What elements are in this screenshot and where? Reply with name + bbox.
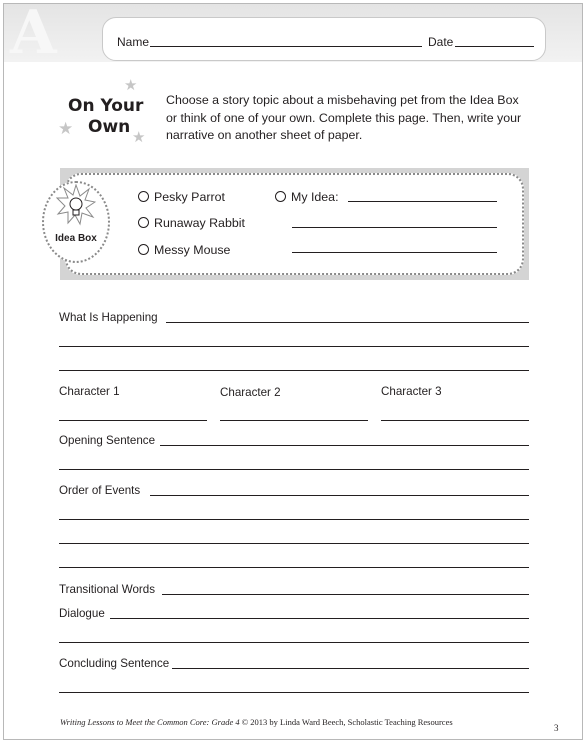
character-2-label: Character 2 <box>220 386 281 399</box>
decorative-letters: A <box>10 0 57 68</box>
what-is-happening-line[interactable] <box>59 370 529 371</box>
name-date-bar <box>102 17 546 61</box>
radio-circle[interactable] <box>275 191 286 202</box>
opening-sentence-line[interactable] <box>160 445 529 446</box>
order-of-events-line[interactable] <box>59 543 529 544</box>
dialogue-line[interactable] <box>110 618 529 619</box>
footer-credit <box>60 717 453 727</box>
option-label: Messy Mouse <box>154 243 231 257</box>
transitional-words-label: Transitional Words <box>59 583 156 596</box>
option-my-idea[interactable] <box>275 190 339 204</box>
option-messy-mouse[interactable] <box>138 243 230 257</box>
option-label: My Idea: <box>291 190 339 204</box>
option-pesky-parrot[interactable] <box>138 190 225 204</box>
star-icon: ★ <box>58 119 74 138</box>
section-title <box>66 96 146 138</box>
my-idea-line[interactable] <box>348 201 497 202</box>
concluding-sentence-line[interactable] <box>59 692 529 693</box>
what-is-happening-line[interactable] <box>166 322 529 323</box>
order-of-events-line[interactable] <box>150 495 529 496</box>
star-icon: ★ <box>132 129 146 146</box>
radio-circle[interactable] <box>138 217 149 228</box>
order-of-events-line[interactable] <box>59 519 529 520</box>
opening-sentence-line[interactable] <box>59 469 529 470</box>
character-1-label: Character 1 <box>59 385 120 398</box>
section-title-line1: On Your <box>68 96 144 116</box>
what-is-happening-line[interactable] <box>59 346 529 347</box>
character-3-label: Character 3 <box>381 385 442 398</box>
order-of-events-line[interactable] <box>59 567 529 568</box>
opening-sentence-label: Opening Sentence <box>59 434 156 447</box>
dialogue-line[interactable] <box>59 642 529 643</box>
lightbulb-icon <box>56 184 96 228</box>
my-idea-line[interactable] <box>292 227 497 228</box>
concluding-sentence-line[interactable] <box>172 668 529 669</box>
what-is-happening-label: What Is Happening <box>59 311 158 324</box>
radio-circle[interactable] <box>138 244 149 255</box>
character-2-line[interactable] <box>220 420 368 421</box>
transitional-words-line[interactable] <box>162 594 529 595</box>
page-number: 3 <box>554 723 559 733</box>
option-label: Runaway Rabbit <box>154 216 245 230</box>
instructions-text: Choose a story topic about a misbehaving pet from the Idea Box or think of one of your own. Complete this page. Then, write your narrative on another sheet of paper. <box>166 93 522 142</box>
character-3-line[interactable] <box>381 420 529 421</box>
dialogue-label: Dialogue <box>59 607 105 620</box>
date-field[interactable] <box>455 46 534 47</box>
idea-box <box>65 173 524 275</box>
date-label: Date <box>428 35 454 49</box>
character-1-line[interactable] <box>59 420 207 421</box>
name-field[interactable] <box>150 46 422 47</box>
option-runaway-rabbit[interactable] <box>138 216 245 230</box>
name-label: Name <box>117 35 150 49</box>
copyright-text: © 2013 by Linda Ward Beech, Scholastic Teaching Resources <box>239 717 453 727</box>
radio-circle[interactable] <box>138 191 149 202</box>
order-of-events-label: Order of Events <box>59 484 141 497</box>
my-idea-line[interactable] <box>292 252 497 253</box>
book-title: Writing Lessons to Meet the Common Core: Grade 4 <box>60 717 240 727</box>
concluding-sentence-label: Concluding Sentence <box>59 657 170 670</box>
idea-box-label: Idea Box <box>55 233 97 244</box>
star-icon: ★ <box>124 77 138 94</box>
section-title-line2: Own <box>88 117 131 137</box>
option-label: Pesky Parrot <box>154 190 225 204</box>
